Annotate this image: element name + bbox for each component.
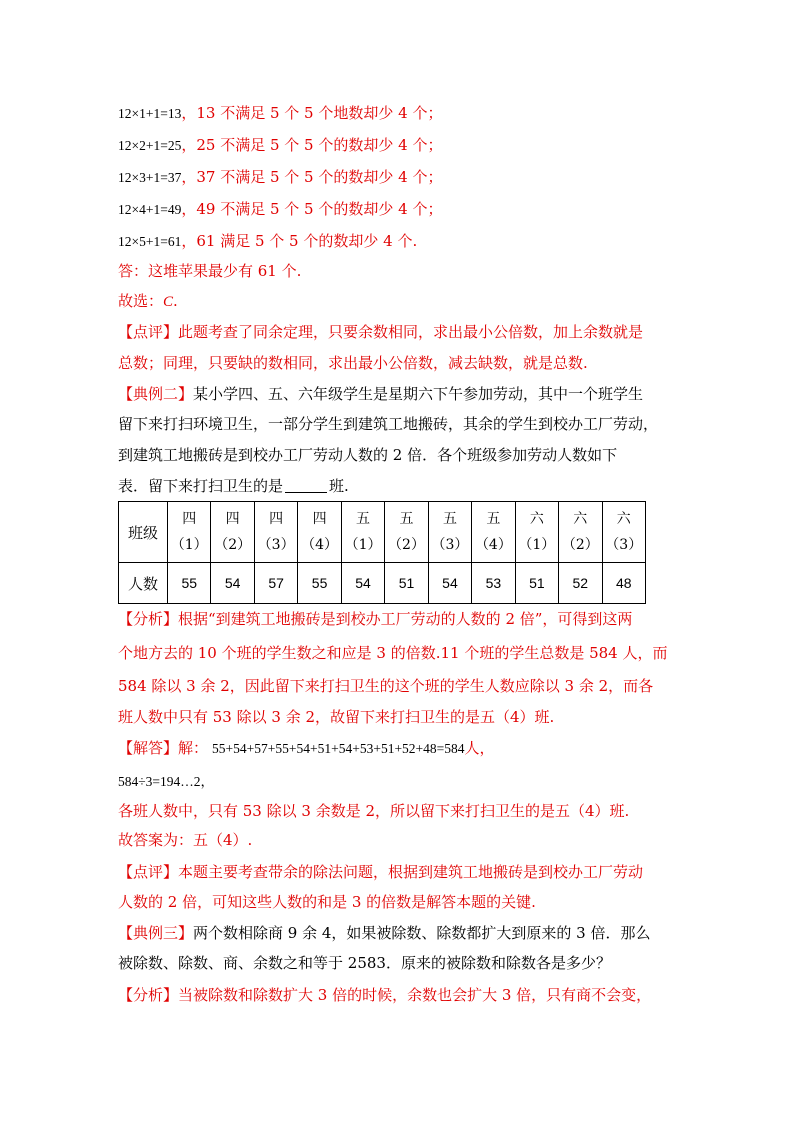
table-cell — [515, 502, 558, 563]
class-number: （2） — [561, 537, 599, 553]
table-cell — [385, 502, 428, 563]
analysis-line: 个地方去的 10 个班的学生数之和应是 3 的倍数.11 个班的学生总数是 584 人，而 — [118, 644, 668, 662]
example-line — [118, 384, 643, 404]
count-cell: 55 — [298, 563, 341, 604]
calc-separator: ， — [181, 200, 197, 218]
table-cell — [298, 502, 341, 563]
example-line: 留下来打扫环境卫生，一部分学生到建筑工地搬砖，其余的学生到校办工厂劳动， — [118, 415, 659, 433]
solution-label: 解： — [178, 739, 209, 757]
table-cell — [602, 502, 645, 563]
class-number: （4） — [474, 537, 512, 553]
solution-line: 故答案为：五（4）. — [118, 831, 253, 849]
analysis-text: 根据“到建筑工地搬砖是到校办工厂劳动的人数的 2 倍”，可得到这两 — [178, 610, 633, 628]
comment-text: 本题主要考查带余的除法问题，根据到建筑工地搬砖是到校办工厂劳动 — [178, 863, 644, 881]
example-line — [118, 476, 349, 496]
table-cell — [254, 502, 297, 563]
class-grade: 四 — [182, 511, 197, 527]
table-cell — [428, 502, 471, 563]
class-grade: 五 — [442, 511, 457, 527]
choice-value: C — [163, 294, 174, 310]
count-cell: 54 — [211, 563, 254, 604]
example-text: 表．留下来打扫卫生的是 — [118, 477, 284, 495]
class-number: （3） — [605, 537, 643, 553]
count-cell: 53 — [472, 563, 515, 604]
example-text: 两个数相除商 9 余 4，如果被除数、除数都扩大到原来的 3 倍．那么 — [193, 924, 651, 942]
comment-tag: 【点评】 — [118, 323, 179, 341]
example-line — [118, 923, 651, 943]
example-tag: 【典例三】 — [118, 924, 194, 942]
class-number: （4） — [301, 537, 339, 553]
example-tag: 【典例二】 — [118, 385, 194, 403]
class-count-table — [118, 501, 646, 604]
calc-equation: 12×3+1=37 — [118, 170, 182, 185]
calc-line — [118, 167, 442, 188]
count-cell: 51 — [515, 563, 558, 604]
class-grade: 六 — [573, 511, 588, 527]
comment-line: 人数的 2 倍，可知这些人数的和是 3 的倍数是解答本题的关键. — [118, 893, 536, 911]
answer-line: 答：这堆苹果最少有 61 个. — [118, 262, 302, 280]
calc-equation: 12×2+1=25 — [118, 138, 182, 153]
count-cell: 48 — [602, 563, 645, 604]
class-grade: 六 — [616, 511, 631, 527]
count-cell: 54 — [341, 563, 384, 604]
class-grade: 四 — [225, 511, 240, 527]
calc-separator: ， — [181, 104, 197, 122]
calc-text: 13 不满足 5 个 5 个地数却少 4 个； — [196, 104, 443, 122]
table-cell — [341, 502, 384, 563]
class-number: （2） — [214, 537, 252, 553]
solution-tag: 【解答】 — [118, 739, 179, 757]
calc-text: 25 不满足 5 个 5 个的数却少 4 个； — [196, 136, 443, 154]
calc-text: 61 满足 5 个 5 个的数却少 4 个. — [196, 232, 418, 250]
table-cell — [168, 502, 211, 563]
calc-line — [118, 103, 442, 124]
table-row — [119, 563, 646, 604]
choice-prefix: 故选： — [118, 292, 164, 310]
class-grade: 五 — [399, 511, 414, 527]
analysis-line: 班人数中只有 53 除以 3 余 2，故留下来打扫卫生的是五（4）班. — [118, 708, 555, 726]
example-text: 班. — [329, 477, 349, 495]
calc-equation: 12×1+1=13 — [118, 106, 182, 121]
table-cell — [211, 502, 254, 563]
class-number: （1） — [170, 537, 208, 553]
row-label-count: 人数 — [119, 563, 168, 604]
solution-equation: 55+54+57+55+54+51+54+53+51+52+48=584 — [212, 741, 465, 756]
calc-equation: 12×5+1=61 — [118, 234, 182, 249]
count-cell: 57 — [254, 563, 297, 604]
calc-separator: ， — [181, 232, 197, 250]
comment-line — [118, 862, 643, 882]
count-cell: 51 — [385, 563, 428, 604]
solution-unit: 人， — [464, 739, 495, 757]
class-number: （2） — [388, 537, 425, 553]
class-number: （1） — [518, 537, 556, 553]
class-number: （3） — [431, 537, 469, 553]
analysis-line — [118, 609, 632, 629]
calc-text: 37 不满足 5 个 5 个的数却少 4 个； — [196, 168, 443, 186]
count-cell: 55 — [168, 563, 211, 604]
calc-equation: 12×4+1=49 — [118, 202, 182, 217]
class-number: （1） — [344, 537, 382, 553]
example-text: 某小学四、五、六年级学生是星期六下午参加劳动，其中一个班学生 — [193, 385, 644, 403]
class-number: （3） — [257, 537, 295, 553]
class-grade: 五 — [486, 511, 501, 527]
count-cell: 52 — [559, 563, 602, 604]
calc-separator: ， — [181, 168, 197, 186]
choice-suffix: . — [173, 292, 178, 310]
table-row — [119, 502, 646, 563]
comment-tag: 【点评】 — [118, 863, 179, 881]
solution-line — [118, 738, 495, 759]
table-cell — [559, 502, 602, 563]
solution-line: 各班人数中，只有 53 除以 3 余数是 2，所以留下来打扫卫生的是五（4）班. — [118, 802, 630, 820]
table-cell — [472, 502, 515, 563]
class-grade: 六 — [529, 511, 544, 527]
calc-line — [118, 199, 442, 220]
example-line: 到建筑工地搬砖是到校办工厂劳动人数的 2 倍．各个班级参加劳动人数如下 — [118, 446, 618, 464]
comment-line: 总数；同理，只要缺的数相同，求出最小公倍数，减去缺数，就是总数. — [118, 354, 588, 372]
calc-line — [118, 135, 442, 156]
class-grade: 四 — [269, 511, 284, 527]
analysis-line — [118, 985, 651, 1005]
analysis-text: 当被除数和除数扩大 3 倍的时候，余数也会扩大 3 倍，只有商不会变， — [178, 986, 652, 1004]
analysis-line: 584 除以 3 余 2，因此留下来打扫卫生的这个班的学生人数应除以 3 余 2，而各 — [118, 677, 654, 695]
solution-line — [118, 771, 214, 792]
comment-line — [118, 322, 643, 342]
row-label-class: 班级 — [119, 502, 168, 563]
choice-line — [118, 291, 178, 312]
answer-blank — [285, 478, 327, 493]
class-grade: 四 — [312, 511, 327, 527]
solution-equation: 584÷3=194…2， — [118, 774, 215, 789]
calc-separator: ， — [181, 136, 197, 154]
comment-text: 此题考查了同余定理，只要余数相同，求出最小公倍数，加上余数就是 — [178, 323, 644, 341]
example-line: 被除数、除数、商、余数之和等于 2583．原来的被除数和除数各是多少？ — [118, 954, 611, 972]
count-cell: 54 — [428, 563, 471, 604]
calc-text: 49 不满足 5 个 5 个的数却少 4 个； — [196, 200, 443, 218]
analysis-tag: 【分析】 — [118, 610, 179, 628]
class-grade: 五 — [356, 511, 371, 527]
calc-line — [118, 231, 417, 252]
analysis-tag: 【分析】 — [118, 986, 179, 1004]
